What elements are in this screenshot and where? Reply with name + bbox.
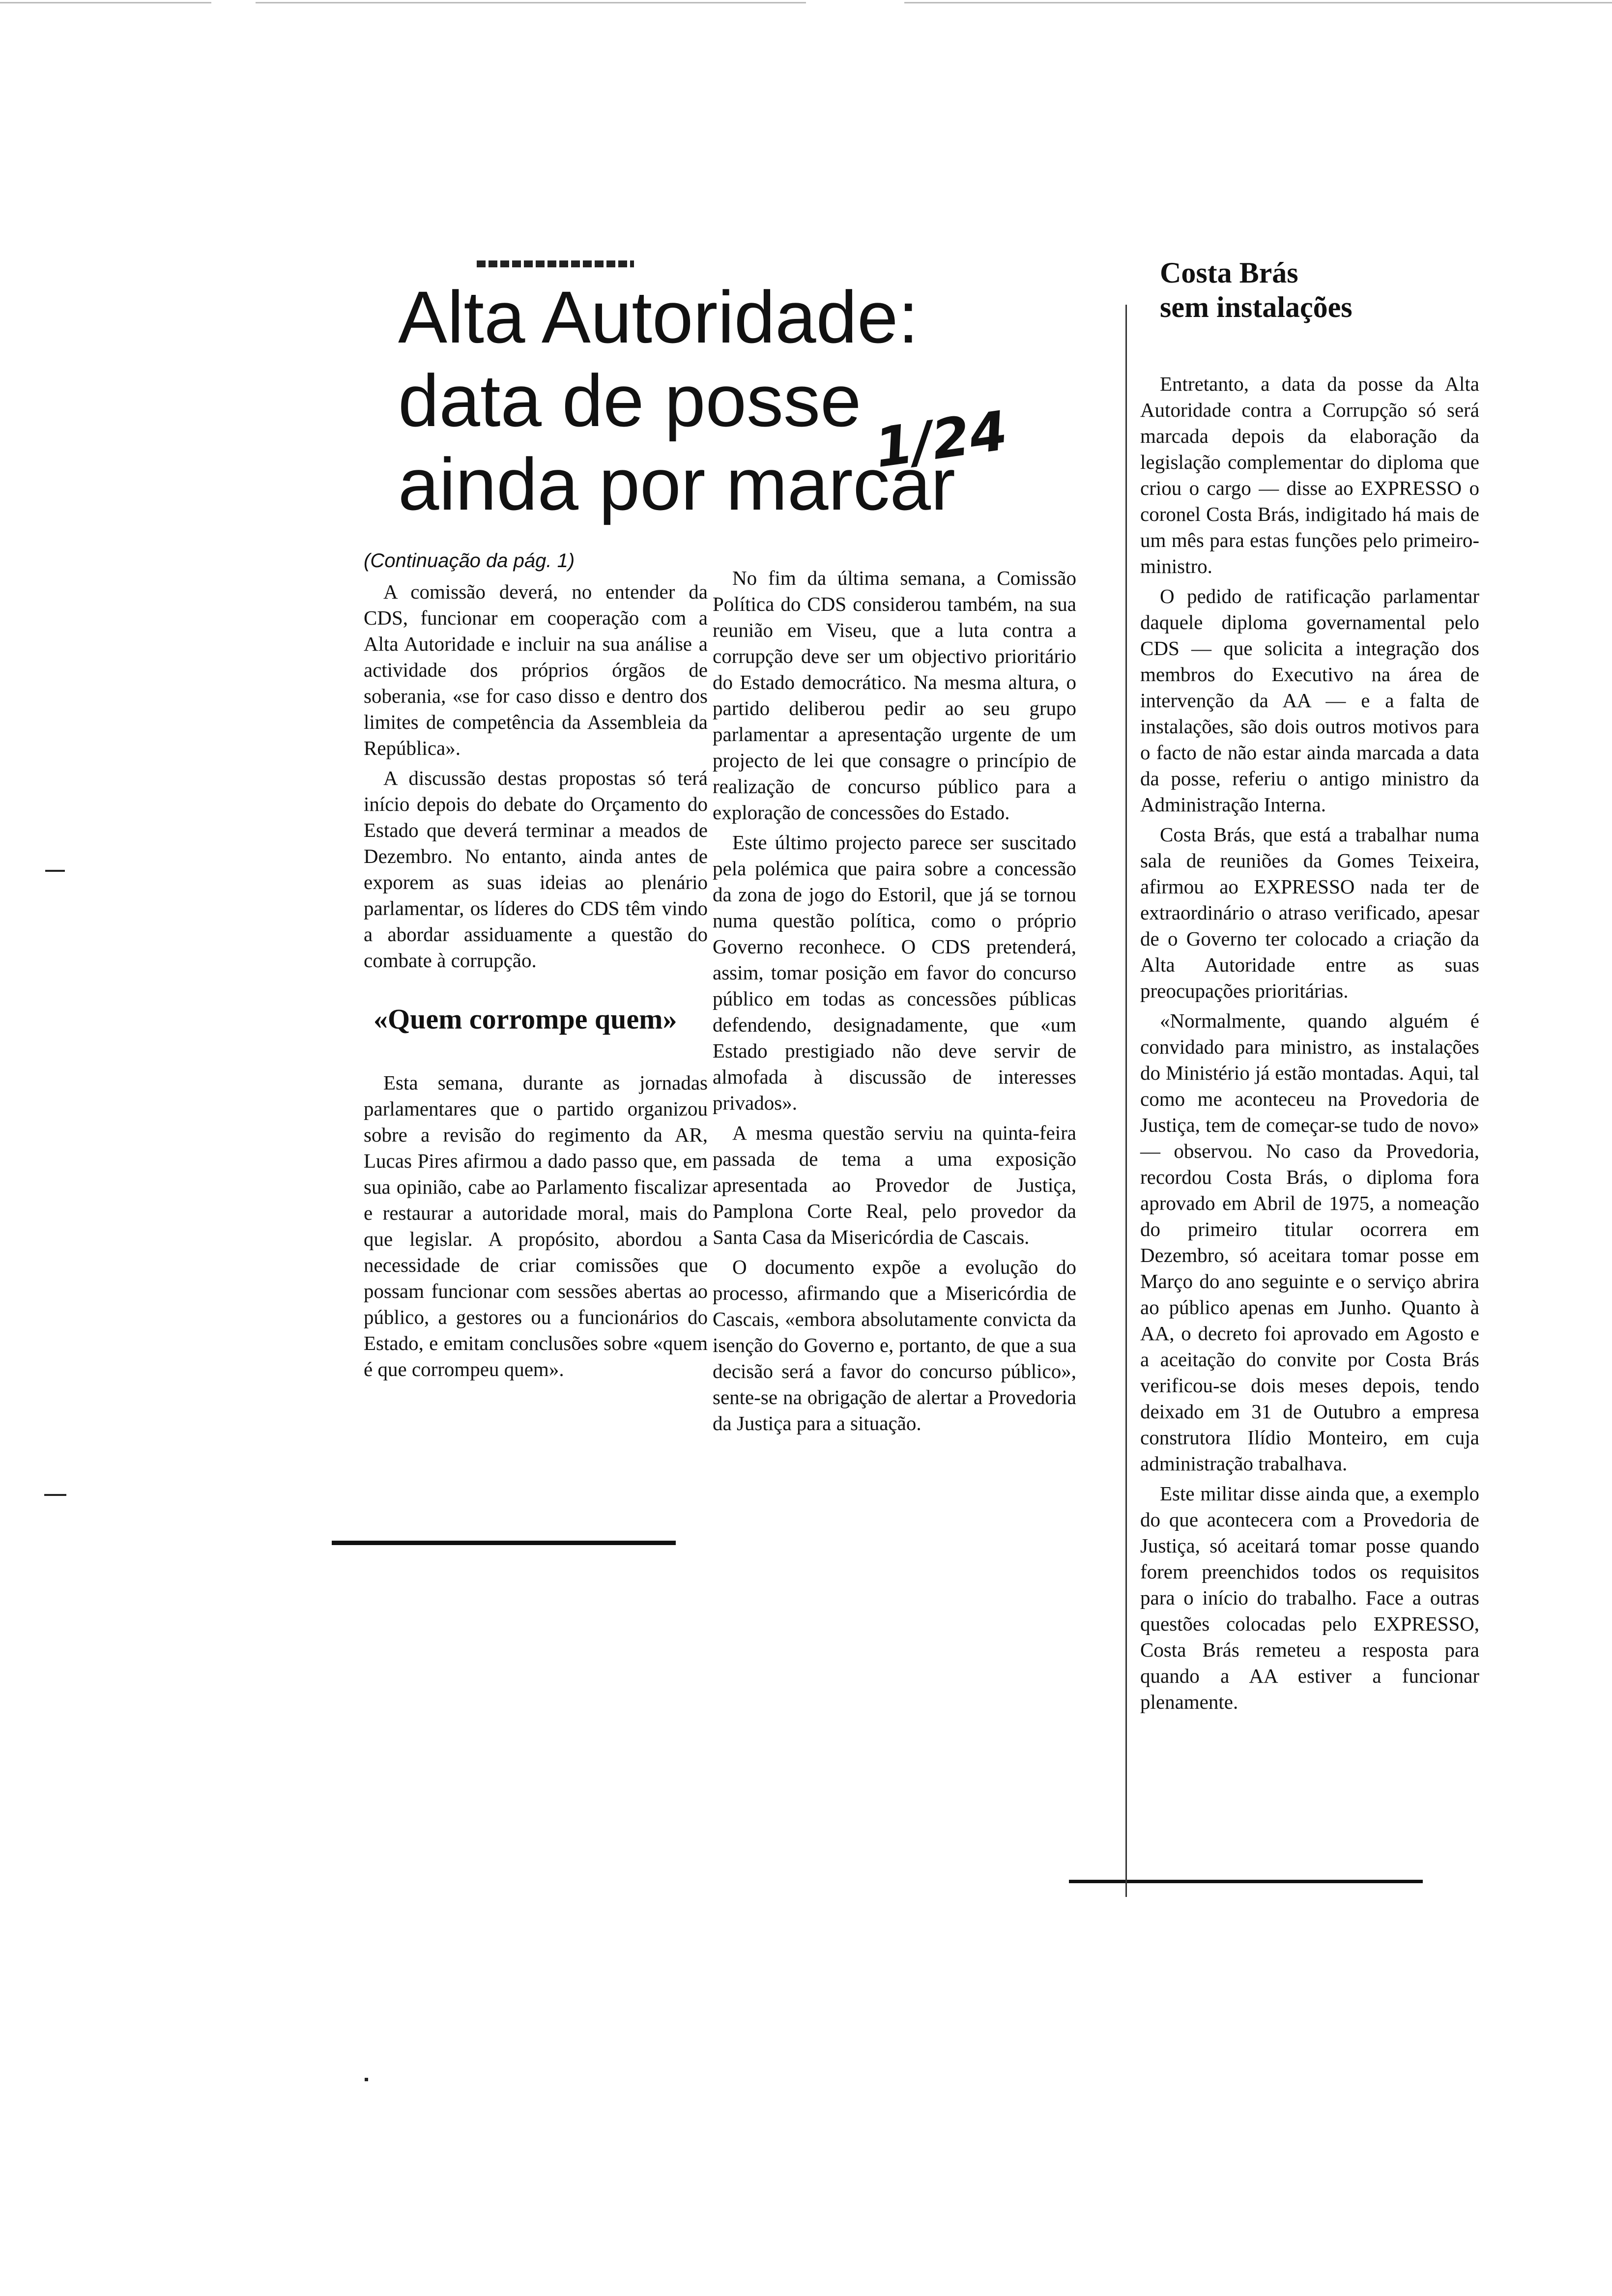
headline-line: data de posse — [398, 359, 862, 442]
column-end-rule — [1069, 1880, 1423, 1883]
paragraph: Este militar disse ainda que, a exemplo do que acontecera com a Provedoria de Justiça, só aceitará tomar posse quando forem preenchidos todos os requisitos para o início do trabalho. Face a outras questões colocadas pelo EXPRESSO, Costa Brás remeteu a resposta para quando a AA estiver a funcionar plenamente. — [1140, 1482, 1479, 1713]
column-end-rule — [332, 1541, 676, 1545]
sidebar-title-line: Costa Brás — [1160, 257, 1298, 289]
continuation-note: (Continuação da pág. 1) — [364, 550, 575, 572]
paragraph: No fim da última semana, a Comissão Política do CDS considerou também, na sua reunião em Viseu, que a luta contra a corrupção deve ser um objectivo prioritário do Estado democrático. Na mesma altura, o partido deliberou pedir ao seu grupo parlamentar a apresentação urgente de um projecto de lei que consagre o princípio de realização de concurso público para a exploração de concessões do Estado. — [713, 567, 1076, 824]
paragraph: A comissão deverá, no entender da CDS, funcionar em cooperação com a Alta Autoridade e incluir na sua análise a actividade dos próprios órgãos de soberania, «se for caso disso e dentro dos limites de competência da Assembleia da República». — [364, 580, 708, 759]
headline-line: Alta Autoridade: — [398, 276, 919, 358]
sidebar-title — [1160, 256, 1353, 324]
paragraph: Esta semana, durante as jornadas parlamentares que o partido organizou sobre a revisão do regimento da AR, Lucas Pires afirmou a dado passo que, em sua opinião, cabe ao Parlamento fiscalizar e restaurar a autoridade moral, mais do que legislar. A propósito, abordou a necessidade de criar comissões que possam funcionar com sessões abertas ao público, a gestores ou a funcionários do Estado, e emitam conclusões sobre «quem é que corrompeu quem». — [364, 1071, 708, 1380]
column-divider — [1125, 305, 1127, 1897]
kicker-ornament — [477, 260, 634, 267]
paragraph: O documento expõe a evolução do processo, afirmando que a Misericórdia de Cascais, «embora absolutamente convicta da isenção do Governo e, portanto, de que a sua decisão será a favor do concurso público», sente-se na obrigação de alertar a Provedoria da Justiça para a situação. — [713, 1256, 1076, 1435]
scan-speck — [44, 1494, 66, 1496]
article-column-3 — [1140, 371, 1479, 1715]
paragraph: Costa Brás, que está a trabalhar numa sala de reuniões da Gomes Teixeira, afirmou ao EXPRESSO nada ter de extraordinário o atraso verificado, apesar de o Governo ter colocado a criação da Alta Autoridade entre as suas preocupações prioritárias. — [1140, 823, 1479, 1002]
paragraph: A discussão destas propostas só terá início depois do debate do Orçamento do Estado que deverá terminar a meados de Dezembro. No entanto, ainda antes de exporem as suas ideias ao plenário parlamentar, os líderes do CDS têm vindo a abordar assiduamente a questão do combate à corrupção. — [364, 767, 708, 972]
sidebar-title-line: sem instalações — [1160, 291, 1353, 323]
article-column-1 — [364, 548, 708, 1382]
handwritten-note: 1/24 — [871, 399, 1011, 480]
scan-speck — [365, 2078, 368, 2081]
paragraph: Este último projecto parece ser suscitado pela polémica que paira sobre a concessão da zona de jogo do Estoril, que já se tornou numa questão política, como o próprio Governo reconhece. O CDS pretenderá, assim, tomar posição em favor do concurso público em todas as concessões públicas defendendo, designadamente, que «um Estado prestigiado não deve servir de almofada à discussão de interesses privados». — [713, 831, 1076, 1114]
headline — [398, 275, 1086, 526]
paragraph: Entretanto, a data da posse da Alta Autoridade contra a Corrupção só será marcada depois da elaboração da legislação complementar do diploma que criou o cargo — disse ao EXPRESSO o coronel Costa Brás, indigitado há mais de um mês para estas funções pelo primeiro-ministro. — [1140, 373, 1479, 577]
scan-speck — [45, 870, 65, 872]
paragraph: O pedido de ratificação parlamentar daquele diploma governamental pelo CDS — que solicita a integração dos membros do Executivo na área de intervenção da AA — e a falta de instalações, são dois outros motivos para o facto de não estar ainda marcada a data da posse, referiu o antigo ministro da Administração Interna. — [1140, 585, 1479, 816]
paragraph: «Normalmente, quando alguém é convidado para ministro, as instalações do Ministério já estão montadas. Aqui, tal como me aconteceu na Provedoria de Justiça, tem de começar-se tudo de novo» — observou. No caso da Provedoria, recordou Costa Brás, o diploma fora aprovado em Abril de 1975, a nomeação do primeiro titular ocorrera em Dezembro, só aceitara tomar posse em Março do ano seguinte e o serviço abrira ao público apenas em Junho. Quanto à AA, o decreto foi aprovado em Agosto e a aceitação do convite por Costa Brás verificou-se dois meses depois, tendo deixado em 31 de Outubro a empresa construtora Ilídio Monteiro, em cuja administração trabalhava. — [1140, 1009, 1479, 1475]
paragraph: A mesma questão serviu na quinta-feira passada de tema a uma exposição apresentada ao Provedor de Justiça, Pamplona Corte Real, pelo provedor da Santa Casa da Misericórdia de Cascais. — [713, 1121, 1076, 1248]
subheading: «Quem corrompe quem» — [374, 1003, 677, 1035]
headline-line: ainda por marcar — [398, 443, 955, 525]
article-column-2 — [713, 565, 1076, 1436]
